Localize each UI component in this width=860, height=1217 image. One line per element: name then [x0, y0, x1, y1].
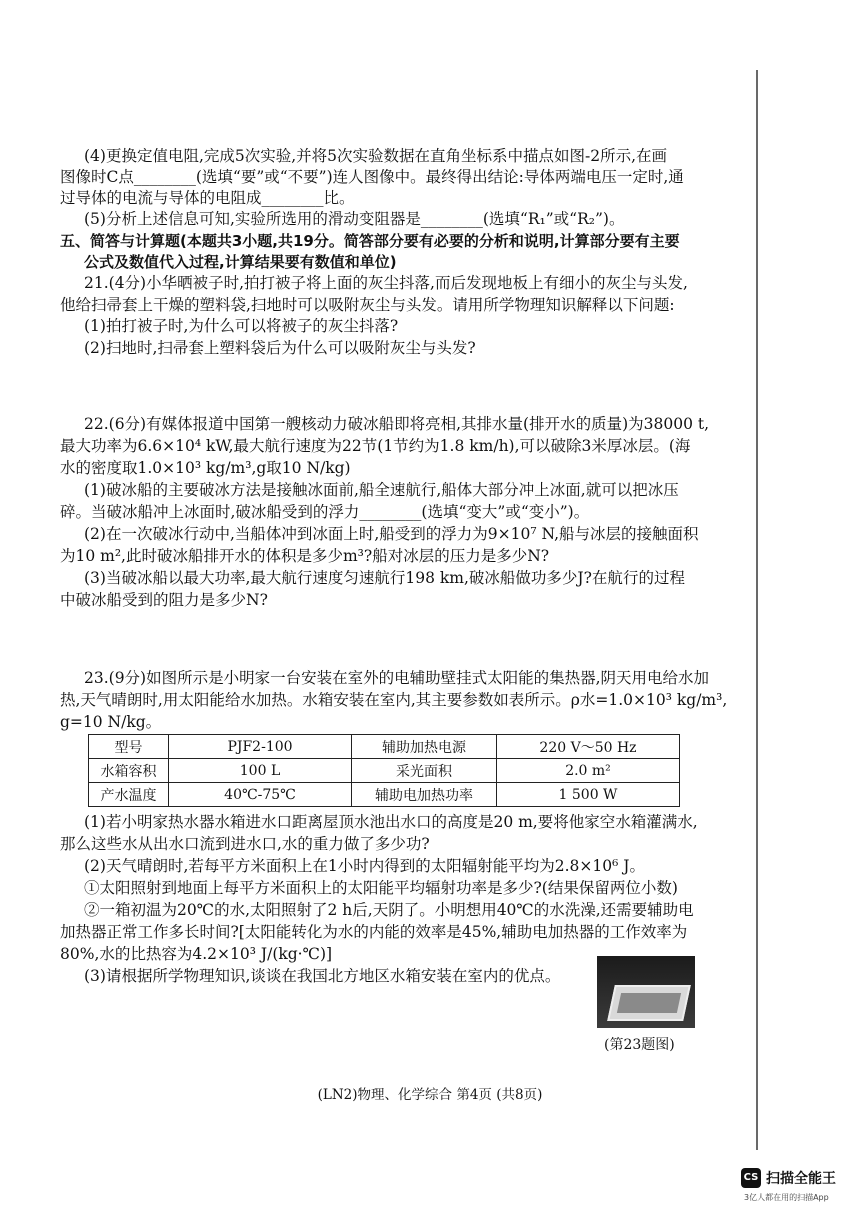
text-line: 水的密度取1.0×10³ kg/m³,g取10 N/kg) — [60, 459, 351, 477]
text-line: 他给扫帚套上干燥的塑料袋,扫地时可以吸附灰尘与头发。请用所学物理知识解释以下问题: — [60, 296, 675, 314]
sub-question: ②一箱初温为20℃的水,太阳照射了2 h后,天阴了。小明想用40℃的水洗澡,还需要辅助电 — [84, 901, 694, 919]
table-cell: 40℃-75℃ — [169, 783, 352, 807]
table-cell: 产水温度 — [89, 783, 169, 807]
sub-question: (3)请根据所学物理知识,谈谈在我国北方地区水箱安装在室内的优点。 — [84, 967, 561, 985]
text-line: 碎。当破冰船冲上冰面时,破冰船受到的浮力________(选填“变大”或“变小”)。 — [60, 503, 590, 521]
table-cell: 100 L — [169, 759, 352, 783]
question-21: 21.(4分)小华晒被子时,拍打被子将上面的灰尘抖落,而后发现地板上有细小的灰尘与头发, — [84, 274, 688, 292]
sub-question: (1)若小明家热水器水箱进水口距离屋顶水池出水口的高度是20 m,要将他家空水箱灌满水, — [84, 813, 698, 831]
sub-question: (1)拍打被子时,为什么可以将被子的灰尘抖落? — [84, 317, 399, 335]
text-line: 中破冰船受到的阻力是多少N? — [60, 591, 268, 609]
text-line: 过导体的电流与导体的电阻成________比。 — [60, 189, 355, 207]
table-cell: 辅助加热电源 — [352, 735, 497, 759]
table-cell: 型号 — [89, 735, 169, 759]
camscanner-logo-icon: CS — [741, 1168, 761, 1188]
text-line: 最大功率为6.6×10⁴ kW,最大航行速度为22节(1节约为1.8 km/h),可以破除3米厚冰层。(海 — [60, 437, 691, 455]
text-line: 那么这些水从出水口流到进水口,水的重力做了多少功? — [60, 835, 430, 853]
sub-question: (2)天气晴朗时,若每平方米面积上在1小时内得到的太阳辐射能平均为2.8×10⁶ J。 — [84, 857, 645, 875]
table-cell: 辅助电加热功率 — [352, 783, 497, 807]
watermark-name: 扫描全能王 — [766, 1171, 836, 1187]
table-cell: 采光面积 — [352, 759, 497, 783]
figure-caption: (第23题图) — [604, 1037, 675, 1053]
text-line: (5)分析上述信息可知,实验所选用的滑动变阻器是________(选填“R₁”或“R₂”)。 — [84, 210, 625, 228]
question-23: 23.(9分)如图所示是小明家一台安装在室外的电辅助壁挂式太阳能的集热器,阴天用电给水加 — [84, 669, 710, 687]
text-line: 80%,水的比热容为4.2×10³ J/(kg·℃)] — [60, 945, 333, 963]
table-row — [89, 783, 680, 807]
table-row — [89, 735, 680, 759]
table-cell: 1 500 W — [497, 783, 680, 807]
solar-panel-shape — [607, 985, 691, 1021]
table-cell: 220 V～50 Hz — [497, 735, 680, 759]
text-line: 热,天气晴朗时,用太阳能给水加热。水箱安装在室内,其主要参数如表所示。ρ水=1.0×10³ kg/m³, — [60, 691, 728, 709]
table-cell: PJF2-100 — [169, 735, 352, 759]
page-footer: (LN2)物理、化学综合 第4页 (共8页) — [317, 1087, 543, 1103]
section-heading: 五、简答与计算题(本题共3小题,共19分。简答部分要有必要的分析和说明,计算部分要有主要 — [60, 232, 680, 250]
sub-question: (3)当破冰船以最大功率,最大航行速度匀速航行198 km,破冰船做功多少J?在航行的过程 — [84, 569, 685, 587]
sub-question: (1)破冰船的主要破冰方法是接触冰面前,船全速航行,船体大部分冲上冰面,就可以把冰压 — [84, 481, 679, 499]
watermark-subtitle: 3亿人都在用的扫描App — [744, 1193, 829, 1202]
text-line: 加热器正常工作多长时间?[太阳能转化为水的内能的效率是45%,辅助电加热器的工作效率为 — [60, 923, 688, 941]
table-cell: 2.0 m² — [497, 759, 680, 783]
parameter-table — [88, 734, 680, 807]
text-line: 为10 m²,此时破冰船排开水的体积是多少m³?船对冰层的压力是多少N? — [60, 547, 550, 565]
section-heading: 公式及数值代入过程,计算结果要有数值和单位) — [84, 253, 397, 271]
sub-question: (2)在一次破冰行动中,当船体冲到冰面上时,船受到的浮力为9×10⁷ N,船与冰层的接触面积 — [84, 525, 699, 543]
table-cell: 水箱容积 — [89, 759, 169, 783]
table-row — [89, 759, 680, 783]
sub-question: ①太阳照射到地面上每平方米面积上的太阳能平均辐射功率是多少?(结果保留两位小数) — [84, 879, 678, 897]
sub-question: (2)扫地时,扫帚套上塑料袋后为什么可以吸附灰尘与头发? — [84, 339, 476, 357]
text-line: (4)更换定值电阻,完成5次实验,并将5次实验数据在直角坐标系中描点如图-2所示,在画 — [84, 147, 668, 165]
question-22: 22.(6分)有媒体报道中国第一艘核动力破冰船即将亮相,其排水量(排开水的质量)为38000 t, — [84, 415, 710, 433]
text-line: 图像时C点________(选填“要”或“不要”)连人图像中。最终得出结论:导体两端电压一定时,通 — [60, 168, 684, 186]
text-line: g=10 N/kg。 — [60, 713, 162, 731]
binding-line — [756, 70, 758, 1150]
